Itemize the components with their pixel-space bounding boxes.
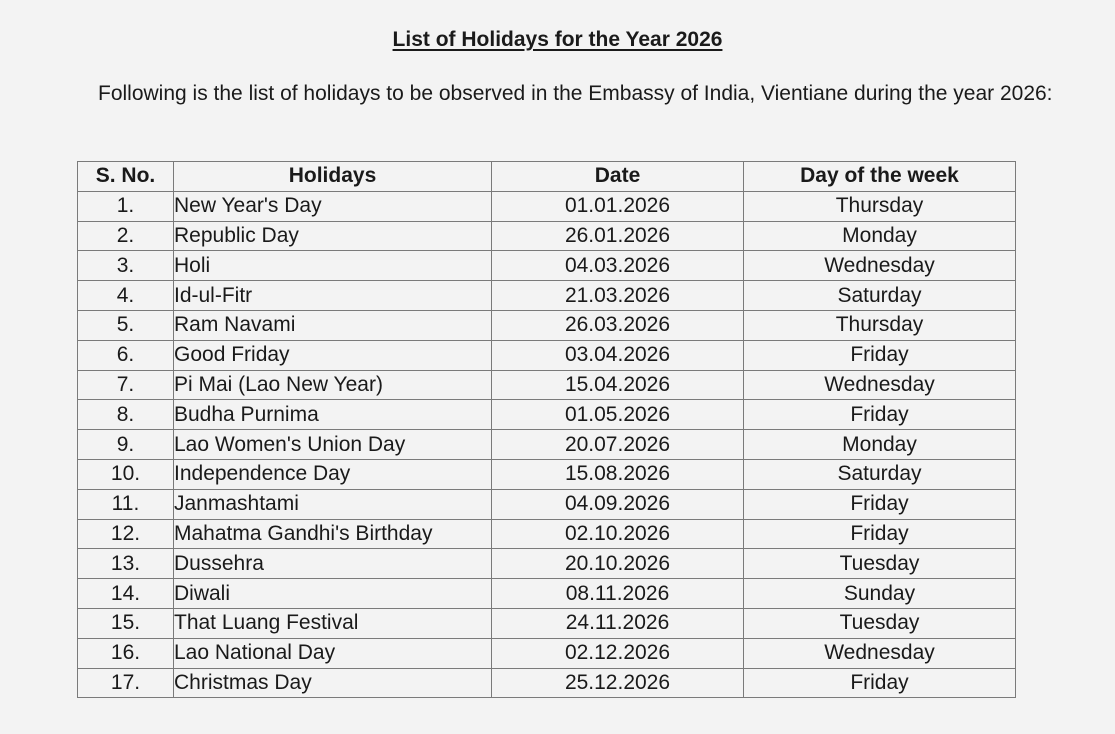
table-row bbox=[78, 489, 1016, 519]
cell-holiday: Janmashtami bbox=[174, 489, 492, 519]
cell-sno: 8. bbox=[78, 400, 174, 430]
cell-date: 01.05.2026 bbox=[492, 400, 744, 430]
cell-day: Tuesday bbox=[744, 549, 1016, 579]
table-row bbox=[78, 281, 1016, 311]
cell-date: 15.04.2026 bbox=[492, 370, 744, 400]
cell-sno: 5. bbox=[78, 310, 174, 340]
cell-sno: 10. bbox=[78, 459, 174, 489]
table-row bbox=[78, 400, 1016, 430]
table-row bbox=[78, 549, 1016, 579]
cell-date: 20.07.2026 bbox=[492, 430, 744, 460]
cell-date: 08.11.2026 bbox=[492, 579, 744, 609]
table-row bbox=[78, 459, 1016, 489]
cell-holiday: Christmas Day bbox=[174, 668, 492, 698]
cell-holiday: Lao Women's Union Day bbox=[174, 430, 492, 460]
cell-day: Friday bbox=[744, 668, 1016, 698]
cell-date: 01.01.2026 bbox=[492, 191, 744, 221]
cell-sno: 14. bbox=[78, 579, 174, 609]
cell-holiday: New Year's Day bbox=[174, 191, 492, 221]
cell-holiday: Independence Day bbox=[174, 459, 492, 489]
table-row bbox=[78, 221, 1016, 251]
cell-sno: 15. bbox=[78, 608, 174, 638]
cell-day: Friday bbox=[744, 489, 1016, 519]
table-row bbox=[78, 638, 1016, 668]
cell-day: Wednesday bbox=[744, 370, 1016, 400]
cell-sno: 4. bbox=[78, 281, 174, 311]
cell-holiday: Republic Day bbox=[174, 221, 492, 251]
cell-holiday: Pi Mai (Lao New Year) bbox=[174, 370, 492, 400]
cell-holiday: Lao National Day bbox=[174, 638, 492, 668]
table-row bbox=[78, 668, 1016, 698]
cell-day: Thursday bbox=[744, 191, 1016, 221]
cell-day: Wednesday bbox=[744, 638, 1016, 668]
cell-day: Sunday bbox=[744, 579, 1016, 609]
cell-holiday: Budha Purnima bbox=[174, 400, 492, 430]
table-row bbox=[78, 340, 1016, 370]
cell-day: Saturday bbox=[744, 459, 1016, 489]
cell-holiday: Mahatma Gandhi's Birthday bbox=[174, 519, 492, 549]
table-row bbox=[78, 608, 1016, 638]
cell-sno: 2. bbox=[78, 221, 174, 251]
cell-holiday: Dussehra bbox=[174, 549, 492, 579]
cell-sno: 6. bbox=[78, 340, 174, 370]
table-header-row bbox=[78, 162, 1016, 192]
cell-date: 21.03.2026 bbox=[492, 281, 744, 311]
holiday-table-body bbox=[78, 191, 1016, 698]
cell-holiday: Ram Navami bbox=[174, 310, 492, 340]
header-day: Day of the week bbox=[744, 162, 1016, 192]
cell-date: 02.10.2026 bbox=[492, 519, 744, 549]
cell-day: Friday bbox=[744, 400, 1016, 430]
table-row bbox=[78, 191, 1016, 221]
cell-sno: 3. bbox=[78, 251, 174, 281]
cell-holiday: That Luang Festival bbox=[174, 608, 492, 638]
cell-day: Thursday bbox=[744, 310, 1016, 340]
cell-sno: 16. bbox=[78, 638, 174, 668]
cell-date: 26.01.2026 bbox=[492, 221, 744, 251]
cell-date: 26.03.2026 bbox=[492, 310, 744, 340]
table-row bbox=[78, 310, 1016, 340]
cell-holiday: Diwali bbox=[174, 579, 492, 609]
page-title: List of Holidays for the Year 2026 bbox=[392, 28, 723, 51]
cell-day: Monday bbox=[744, 221, 1016, 251]
header-holiday: Holidays bbox=[174, 162, 492, 192]
cell-holiday: Good Friday bbox=[174, 340, 492, 370]
cell-sno: 1. bbox=[78, 191, 174, 221]
cell-sno: 11. bbox=[78, 489, 174, 519]
table-row bbox=[78, 579, 1016, 609]
cell-date: 24.11.2026 bbox=[492, 608, 744, 638]
cell-holiday: Id-ul-Fitr bbox=[174, 281, 492, 311]
cell-date: 25.12.2026 bbox=[492, 668, 744, 698]
cell-date: 20.10.2026 bbox=[492, 549, 744, 579]
table-row bbox=[78, 519, 1016, 549]
cell-sno: 7. bbox=[78, 370, 174, 400]
header-date: Date bbox=[492, 162, 744, 192]
header-sno: S. No. bbox=[78, 162, 174, 192]
table-row bbox=[78, 430, 1016, 460]
intro-paragraph: Following is the list of holidays to be observed in the Embassy of India, Vientiane during the year 2026: bbox=[98, 82, 1053, 105]
cell-holiday: Holi bbox=[174, 251, 492, 281]
cell-sno: 9. bbox=[78, 430, 174, 460]
cell-date: 02.12.2026 bbox=[492, 638, 744, 668]
table-row bbox=[78, 370, 1016, 400]
cell-date: 04.03.2026 bbox=[492, 251, 744, 281]
cell-date: 15.08.2026 bbox=[492, 459, 744, 489]
cell-day: Friday bbox=[744, 519, 1016, 549]
cell-sno: 13. bbox=[78, 549, 174, 579]
cell-date: 03.04.2026 bbox=[492, 340, 744, 370]
cell-day: Friday bbox=[744, 340, 1016, 370]
cell-date: 04.09.2026 bbox=[492, 489, 744, 519]
holiday-table bbox=[77, 161, 1016, 698]
cell-day: Monday bbox=[744, 430, 1016, 460]
cell-sno: 12. bbox=[78, 519, 174, 549]
cell-day: Tuesday bbox=[744, 608, 1016, 638]
cell-day: Saturday bbox=[744, 281, 1016, 311]
cell-sno: 17. bbox=[78, 668, 174, 698]
cell-day: Wednesday bbox=[744, 251, 1016, 281]
table-row bbox=[78, 251, 1016, 281]
